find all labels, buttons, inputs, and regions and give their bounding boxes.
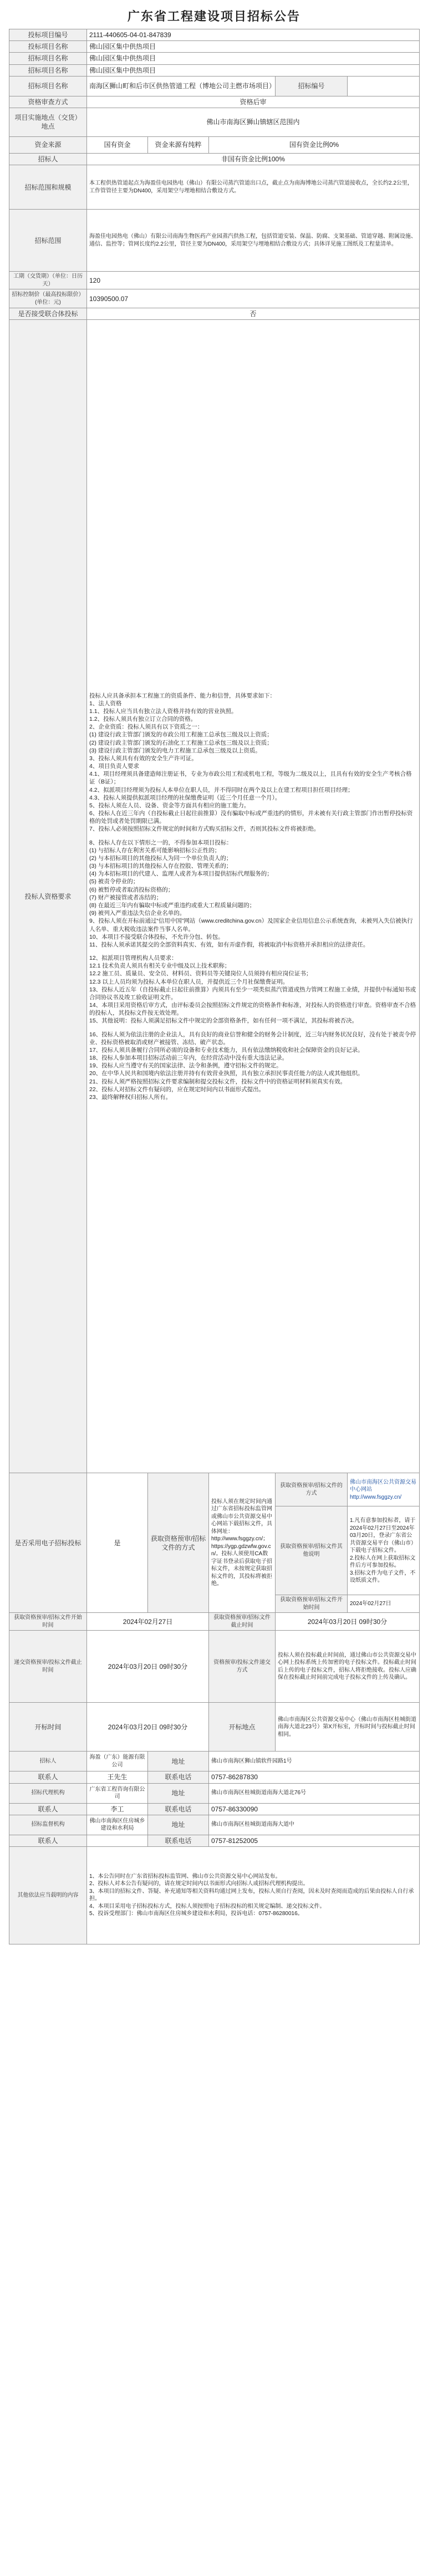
joint-label: 是否接受联合体投标 [9, 308, 87, 320]
tenderer-addr: 佛山市南海区狮山镇软件园路1号 [209, 1752, 420, 1771]
section-title: 南海区狮山町和后市区供热管道工程（博地公司主燃市场项目） [87, 76, 276, 96]
scope: 海盈佳电园热电（佛山）有限公司南海生物医药产业园蒸汽供热工程，包括管道安装、保温、防腐、支架基础、管道穿越、附属设施、通信、监控等；管网长度约2.2公里，管径主要为DN400，采用架空与埋地相结合敷设方式；具体详见施工图纸及工程量清单。 [87, 210, 420, 272]
supervisor-label: 招标监督机构 [9, 1815, 87, 1835]
submit-method: 投标人须在投标截止时间前，通过佛山市公共资源交易中心网上投标系统上传加密的电子投标文件。投标截止时间后上传的电子投标文件，招标人将拒绝接收。投标人应确保在投标截止时间前完成电子投标文件的上传及确认。 [276, 1631, 420, 1703]
row-duration [9, 272, 420, 289]
section-name-label: 招标项目名称 [9, 64, 87, 76]
tender-name: 佛山园区集中供热项目 [87, 53, 420, 64]
doc-sub-label-1: 获取资格预审/招标文件其他说明 [276, 1506, 348, 1595]
row-submit [9, 1631, 420, 1703]
open-time: 2024年03月20日 09时30分 [87, 1703, 209, 1752]
doc-sub-0[interactable]: 佛山市南海区公共资源交易中心网站 http://www.fsggzy.cn/ [348, 1473, 420, 1506]
project-name: 佛山园区集中供热项目 [87, 41, 420, 53]
row-tenderer [9, 1752, 420, 1771]
publish-label: 是否采用电子招标投标 [9, 1473, 87, 1613]
doc-start-label-inline: 获取资格预审/招标文件开始时间 [276, 1595, 348, 1613]
project-code: 2111-440605-04-01-847839 [87, 29, 420, 41]
row-doc-time [9, 1613, 420, 1631]
row-section-title [9, 76, 420, 96]
doc-start-inline: 2024年02月27日 [348, 1595, 420, 1613]
row-joint [9, 308, 420, 320]
tenderer-label: 招标人 [9, 1752, 87, 1771]
project-name-label: 投标项目名称 [9, 41, 87, 53]
row-doc-method-1 [9, 1473, 420, 1506]
row-requirements [9, 320, 420, 1473]
req-section-2: 8、投标人存在以下情形之一的，不得参加本项目投标： (1) 与招标人存在利害关系可能影响招标公正性的； (2) 与本招标项目的其他投标人为同一个单位负责人的； (3) 与本招标项目的其他投标人存在控股、管理关系的； (4) 为本招标项目的代建人、监理人或者为本项目提供招标代理服务的； (5) 被责令停业的； (6) 被暂停或者取消投标资格的； (7) 财产被接管或者冻结的； (8) 在最近三年内有骗取中标或严重违约或重大工程质量问题的； (9) 被列入严重违法失信企业名单的。 9、投标人须在开标前通过“信用中国”网站（www.creditchina.gov.cn）及国家企业信用信息公示系统查询，未被列入失信被执行人名单、重大税收违法案件当事人名单。 10、本项目不接受联合体投标，不允许分包、转包。 11、投标人须承诺其提交的全部资料真实、有效，如有弄虚作假，将被取消中标资格并承担相应的法律责任。 [89, 839, 413, 948]
phone3: 0757-81252005 [209, 1835, 420, 1846]
row-contact2 [9, 1803, 420, 1815]
scope-label: 招标范围 [9, 210, 87, 272]
row-contact1 [9, 1771, 420, 1783]
row-fund [9, 136, 420, 153]
fund-col-label-0: 国有资金 [87, 136, 148, 153]
row-section-name [9, 64, 420, 76]
req-label: 投标人资格要求 [9, 320, 87, 1473]
phone2: 0757-86330090 [209, 1803, 420, 1815]
row-budget [9, 289, 420, 308]
contact2: 李工 [87, 1803, 148, 1815]
overview-label: 招标范围和规模 [9, 165, 87, 210]
doc-method: 投标人须在规定时间内通过广东省招标投标监管网或佛山市公共资源交易中心网站下载招标文件，具体网址：http://www.fsggzy.cn/；https://ygp.gdzwfw.gov.cn/。投标人须使用CA数字证书登录后获取电子招标文件，未按规定获取招标文件的，其投标将被拒绝。 [209, 1473, 276, 1613]
budget-label: 招标控制价（最高投标限价）(单位：元) [9, 289, 87, 308]
other: 1、本公告同时在广东省招标投标监管网、佛山市公共资源交易中心网站发布。 2、投标人对本公告有疑问的，请在规定时间内以书面形式向招标人或招标代理机构提出。 3、本项目的招标文件、答疑、补充通知等相关资料均通过网上发布，投标人须自行查阅，因未及时查阅而造成的后果由投标人自行承担。 4、本项目采用电子招标投标方式，投标人须按照电子招标投标的相关规定编制、递交投标文件。 5、投诉受理部门：佛山市南海区住房城乡建设和水利局，投诉电话：0757-86280016。 [87, 1846, 420, 1944]
contact1: 王先生 [87, 1771, 148, 1783]
agent-addr-label: 地址 [148, 1783, 209, 1803]
doc-end-label: 获取资格预审/招标文件截止时间 [209, 1613, 276, 1631]
joint: 否 [87, 308, 420, 320]
row-overview [9, 165, 420, 210]
tender-code [348, 76, 420, 96]
open-place: 佛山市南海区公共资源交易中心（佛山市南海区桂城街道南海大道北23号）第X开标室，开标时间与投标截止时间相同。 [276, 1703, 420, 1752]
submit-end: 2024年03月20日 09时30分 [87, 1631, 209, 1703]
contact3-label: 联系人 [9, 1835, 87, 1846]
submit-method-label: 资格预审/投标文件递交方式 [209, 1631, 276, 1703]
req-section-1: 投标人应具备承担本工程施工的资质条件、能力和信誉，具体要求如下： 1、法人资格 1.1、投标人应当具有独立法人资格并持有效的营业执照。 1.2、投标人须具有独立订立合同的资格。 2、企业资质：投标人须具有以下资质之一： (1) 建设行政主管部门颁发的市政公用工程施工总承包三级及以上资质； (2) 建设行政主管部门颁发的石油化工工程施工总承包三级及以上资质； (3) 建设行政主管部门颁发的电力工程施工总承包三级及以上资质。 3、投标人须具有有效的安全生产许可证。 4、项目负责人要求 4.1、项目经理须具备建造师注册证书，专业为市政公用工程或机电工程，等级为二级及以上，且具有有效的安全生产考核合格证（B证）； 4.2、拟派项目经理须为投标人本单位在职人员，并不得同时在两个及以上在建工程项目担任项目经理； 4.3、投标人须提供拟派项目经理的社保缴费证明（近三个月任意一个月）。 5、投标人须在人员、设备、资金等方面具有相应的施工能力。 6、投标人在近三年内（自投标截止日起往前推算）没有骗取中标或严重违约的情形，并未被有关行政主管部门作出暂停投标资格的处罚或者处罚期限已满。 7、投标人必须按照招标文件规定的时间和方式购买招标文件，否则其投标文件将被拒绝。 [89, 692, 413, 833]
doc-sub-label-0: 获取资格预审/招标文件的方式 [276, 1473, 348, 1506]
tenderer: 海盈（广东）能源有限公司 [87, 1752, 148, 1771]
section-name: 佛山园区集中供热项目 [87, 64, 420, 76]
tender-code-label: 招标编号 [276, 76, 348, 96]
row-scope [9, 210, 420, 272]
doc-start-label: 获取资格预审/招标文件开始时间 [9, 1613, 87, 1631]
budget: 10390500.07 [87, 289, 420, 308]
notice-table [9, 29, 420, 1944]
row-supervisor [9, 1815, 420, 1835]
agent-label: 招标代理机构 [9, 1783, 87, 1803]
row-other [9, 1846, 420, 1944]
open-time-label: 开标时间 [9, 1703, 87, 1752]
req-section-4: 16、投标人须为依法注册的企业法人，具有良好的商业信誉和健全的财务会计制度，近三年内财务状况良好，没有处于被责令停业、投标资格被取消或财产被接管、冻结、破产状态。 17、投标人须具备履行合同所必需的设备和专业技术能力，具有依法缴纳税收和社会保障资金的良好记录。 18、投标人参加本项目招标活动前三年内，在经营活动中没有重大违法记录。 19、投标人应当遵守有关的国家法律、法令和条例，遵守招标文件的规定。 20、在中华人民共和国境内依法注册并持有有效营业执照，具有独立承担民事责任能力的法人或其他组织。 21、投标人须严格按照招标文件要求编制和提交投标文件，投标文件中的资格证明材料须真实有效。 22、投标人对招标文件有疑问的，应在规定时间内以书面形式提出。 23、最终解释权归招标人所有。 [89, 1031, 416, 1101]
publish: 是 [87, 1473, 148, 1613]
agent: 广东省工程咨询有限公司 [87, 1783, 148, 1803]
tenderer-addr-label: 地址 [148, 1752, 209, 1771]
contact2-label: 联系人 [9, 1803, 87, 1815]
supervisor: 佛山市南海区住房城乡建设和水利局 [87, 1815, 148, 1835]
section-title-label: 招标项目名称 [9, 76, 87, 96]
location: 佛山市南海区狮山镇辖区范围内 [87, 108, 420, 136]
doc-label: 获取资格预审/招标文件的方式 [148, 1473, 209, 1613]
phone1-label: 联系电话 [148, 1771, 209, 1783]
location-label: 项目实施地点（交货）地点 [9, 108, 87, 136]
req-section-3: 12、拟派项目管理机构人员要求： 12.1 技术负责人须具有相关专业中级及以上技术职称； 12.2 施工员、质量员、安全员、材料员、资料员等关键岗位人员须持有相应岗位证书； 12.3 以上人员均须为投标人本单位在职人员，并提供近三个月社保缴费证明。 13、投标人近五年（自投标截止日起往前推算）内须具有至少一项类似蒸汽管道或热力管网工程施工业绩，并提供中标通知书或合同协议书及竣工验收证明文件。 14、本项目采用资格后审方式，由评标委员会按照招标文件规定的资格条件和标准，对投标人的资格进行审查。资格审查不合格的投标人，其投标文件按无效处理。 15、其他说明：投标人须满足招标文件中规定的全部资格条件，如有任何一项不满足，其投标将被否决。 [89, 955, 416, 1025]
project-code-label: 投标项目编号 [9, 29, 87, 41]
mode-label: 资格审查方式 [9, 96, 87, 108]
supervisor-addr: 佛山市南海区桂城街道南海大道中 [209, 1815, 420, 1835]
page-title: 广东省工程建设项目招标公告 [127, 9, 300, 23]
mode: 资格后审 [87, 96, 420, 108]
fund-value-nonstate: 非国有资金比例100% [87, 153, 420, 165]
contact3 [87, 1835, 148, 1846]
doc-sub-1: 1.凡有意参加投标者，请于2024年02月27日至2024年03月20日，登录广东省公共资源交易平台（佛山市）下载电子招标文件。 2.投标人在网上获取招标文件后方可参加投标。 3.招标文件为电子文件，不设纸质文件。 [348, 1506, 420, 1595]
supervisor-addr-label: 地址 [148, 1815, 209, 1835]
tender-name-label: 招标项目名称 [9, 53, 87, 64]
fund-label: 资金来源 [9, 136, 87, 153]
open-place-label: 开标地点 [209, 1703, 276, 1752]
row-location [9, 108, 420, 136]
fund-col-label-1: 资金来源有纯粹 [148, 136, 209, 153]
row-open [9, 1703, 420, 1752]
row-tender-name [9, 53, 420, 64]
tender-unit-label: 招标人 [9, 153, 87, 165]
submit-end-label: 递交资格预审/投标文件截止时间 [9, 1631, 87, 1703]
row-mode [9, 96, 420, 108]
row-agent [9, 1783, 420, 1803]
requirements [87, 320, 420, 1473]
phone1: 0757-86287830 [209, 1771, 420, 1783]
overview: 本工程供热管道起点为海盈佳电园热电（佛山）有限公司蒸汽管道出口点，截止点为南海博地公司蒸汽管道接收点，全长约2.2公里，工作管管径主要为DN400，采用架空与埋地相结合敷设方式。 [87, 165, 420, 210]
phone3-label: 联系电话 [148, 1835, 209, 1846]
agent-addr: 佛山市南海区桂城街道南海大道北76号 [209, 1783, 420, 1803]
row-project-code [9, 29, 420, 41]
other-label: 其他依法应当载明的内容 [9, 1846, 87, 1944]
duration: 120 [87, 272, 420, 289]
row-project-name [9, 41, 420, 53]
row-contact3 [9, 1835, 420, 1846]
doc-start: 2024年02月27日 [87, 1613, 209, 1631]
notice-page [9, 0, 419, 1944]
doc-end: 2024年03月20日 09时30分 [276, 1613, 420, 1631]
contact1-label: 联系人 [9, 1771, 87, 1783]
row-fund-nonstate [9, 153, 420, 165]
duration-label: 工期（交货期）（单位：日历天） [9, 272, 87, 289]
fund-value: 国有资金比例0% [209, 136, 420, 153]
phone2-label: 联系电话 [148, 1803, 209, 1815]
